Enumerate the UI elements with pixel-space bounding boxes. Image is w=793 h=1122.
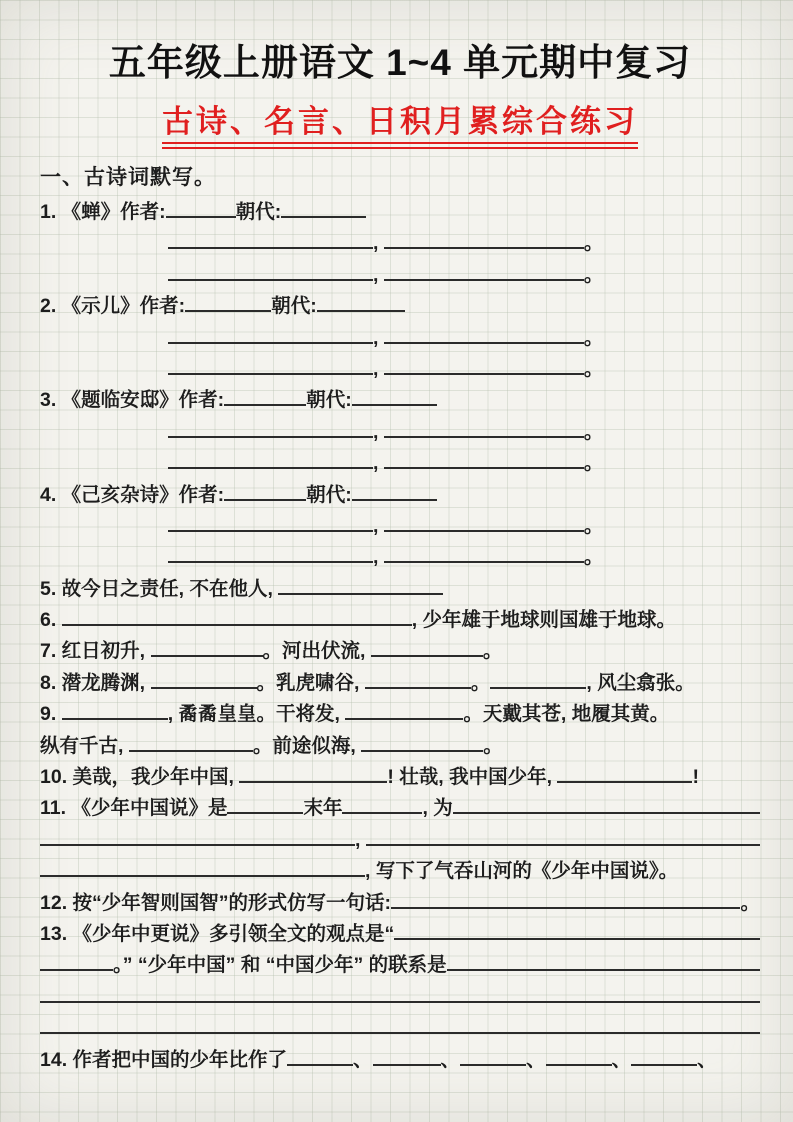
q9-line-1 — [40, 699, 760, 730]
text-segment: 。 — [482, 640, 503, 663]
blank-field — [224, 499, 306, 501]
blank-field — [557, 781, 692, 783]
q13-line-3 — [40, 982, 760, 1013]
text-segment: 。 — [583, 452, 604, 475]
blank-field — [460, 1064, 526, 1066]
q13-line-2 — [40, 950, 760, 981]
text-segment: 。 — [470, 671, 491, 694]
blank-field — [151, 655, 263, 657]
blank-field — [168, 279, 373, 281]
blank-field — [317, 310, 405, 312]
text-segment: , — [373, 357, 384, 380]
text-segment: 朝代: — [306, 483, 352, 506]
text-segment: 6. — [40, 609, 62, 632]
text-segment: 14. 作者把中国的少年比作了 — [40, 1048, 288, 1071]
blank-field — [384, 561, 584, 563]
blank-field — [384, 279, 584, 281]
text-segment: , 写下了气吞山河的《少年中国说》。 — [365, 860, 679, 883]
text-segment: 朝代: — [235, 201, 282, 223]
blank-field — [185, 310, 271, 312]
blank-field — [168, 247, 373, 249]
text-segment: 。前途似海, — [252, 734, 362, 757]
blank-field — [166, 216, 236, 218]
blank-field — [168, 373, 373, 375]
q3-poem-line-2 — [40, 448, 760, 479]
blank-field — [151, 687, 257, 689]
text-segment: , 风尘翕张。 — [586, 671, 695, 694]
blank-field — [40, 969, 113, 971]
text-segment: 。 — [740, 891, 760, 914]
text-segment: 。 — [583, 514, 604, 537]
blank-field — [40, 1032, 760, 1034]
blank-field — [62, 624, 412, 626]
blank-field — [129, 750, 253, 752]
text-segment: , — [373, 546, 384, 569]
text-segment: , 少年雄于地球则国雄于地球。 — [411, 609, 677, 632]
section-heading: 一、古诗词默写。 — [40, 166, 216, 189]
q11-line-3 — [40, 856, 760, 887]
text-segment: 朝代: — [271, 295, 317, 318]
text-segment: , 为 — [422, 797, 453, 820]
blank-field — [366, 844, 760, 846]
text-segment: 2. 《示儿》作者: — [40, 295, 186, 318]
blank-field — [384, 530, 584, 532]
blank-field — [490, 687, 586, 689]
blank-field — [168, 342, 373, 344]
blank-field — [227, 812, 303, 814]
page-subtitle: 古诗、名言、日积月累综合练习 — [162, 96, 638, 149]
blank-field — [447, 969, 760, 971]
question-list — [40, 197, 760, 1076]
q2-header — [40, 291, 760, 322]
text-segment: 、 — [526, 1048, 546, 1071]
q11-line-1 — [40, 793, 760, 824]
blank-field — [342, 812, 422, 814]
q1-header — [40, 197, 760, 228]
blank-field — [384, 467, 584, 469]
text-segment: 。河出伏流, — [262, 640, 371, 663]
blank-field — [168, 561, 373, 563]
text-segment: , — [373, 452, 384, 475]
text-segment: , — [373, 514, 384, 537]
text-segment: ! 壮哉, 我中国少年, — [387, 766, 558, 789]
text-segment: 12. 按“少年智则国智”的形式仿写一句话: — [40, 891, 392, 914]
text-segment: 、 — [353, 1048, 373, 1071]
blank-field — [287, 1064, 353, 1066]
blank-field — [168, 467, 373, 469]
text-segment: 朝代: — [306, 389, 352, 412]
blank-field — [373, 1064, 441, 1066]
blank-field — [384, 247, 584, 249]
q9-line-2 — [40, 731, 760, 762]
blank-field — [391, 907, 740, 909]
q2-poem-line-2 — [40, 354, 760, 385]
q4-poem-line-1 — [40, 511, 760, 542]
blank-field — [40, 1001, 760, 1003]
text-segment: 9. — [40, 703, 62, 726]
text-segment: , — [373, 263, 384, 286]
blank-field — [345, 718, 463, 720]
subtitle-row — [40, 96, 760, 149]
blank-field — [371, 655, 483, 657]
blank-field — [394, 938, 760, 940]
blank-field — [384, 342, 584, 344]
text-segment: 。天戴其苍, 地履其黄。 — [463, 703, 670, 726]
text-segment: 。乳虎啸谷, — [256, 671, 365, 694]
text-segment: 7. 红日初升, — [40, 640, 151, 663]
q3-header — [40, 385, 760, 416]
text-segment: , — [373, 326, 384, 349]
q13-line-1 — [40, 919, 760, 950]
blank-field — [384, 436, 584, 438]
text-segment: 末年 — [303, 797, 343, 820]
blank-field — [546, 1064, 612, 1066]
text-segment: 、 — [611, 1048, 632, 1071]
blank-field — [352, 499, 437, 501]
q14 — [40, 1045, 760, 1076]
blank-field — [168, 436, 373, 438]
text-segment: 、 — [440, 1048, 461, 1071]
q5 — [40, 574, 760, 605]
text-segment: 纵有千古, — [40, 734, 129, 757]
q13-line-4 — [40, 1013, 760, 1044]
text-segment: 8. 潜龙腾渊, — [40, 671, 151, 694]
text-segment: 4. 《己亥杂诗》作者: — [40, 483, 225, 506]
text-segment: 。 — [583, 263, 604, 286]
text-segment: 3. 《题临安邸》作者: — [40, 389, 225, 412]
blank-field — [281, 216, 366, 218]
text-segment: ! — [692, 766, 699, 789]
blank-field — [361, 750, 483, 752]
q1-poem-line-1 — [40, 228, 760, 259]
blank-field — [384, 373, 584, 375]
text-segment: 。” “少年中国” 和 “中国少年” 的联系是 — [113, 954, 447, 977]
text-segment: 。 — [583, 420, 604, 443]
q1-poem-line-2 — [40, 260, 760, 291]
blank-field — [224, 404, 306, 406]
text-segment: 。 — [583, 326, 604, 349]
q11-line-2 — [40, 825, 760, 856]
q12 — [40, 888, 760, 919]
blank-field — [40, 875, 365, 877]
text-segment: , — [355, 828, 366, 851]
blank-field — [168, 530, 373, 532]
text-segment: 11. 《少年中国说》是 — [40, 797, 228, 820]
text-segment: 13. 《少年中更说》多引领全文的观点是“ — [40, 922, 395, 945]
q3-poem-line-1 — [40, 417, 760, 448]
text-segment: 5. 故今日之责任, 不在他人, — [40, 577, 279, 600]
q10 — [40, 762, 760, 793]
page-title: 五年级上册语文 1~4 单元期中复习 — [108, 42, 692, 83]
q7 — [40, 636, 760, 667]
text-segment: 。 — [483, 734, 503, 757]
q8 — [40, 668, 760, 699]
text-segment: 1. 《蝉》作者: — [40, 201, 166, 223]
text-segment: , 矞矞皇皇。干将发, — [167, 703, 346, 726]
q2-poem-line-1 — [40, 323, 760, 354]
q4-header — [40, 480, 760, 511]
q4-poem-line-2 — [40, 542, 760, 573]
blank-field — [239, 781, 387, 783]
text-segment: , — [373, 420, 384, 443]
blank-field — [365, 687, 471, 689]
text-segment: 。 — [583, 546, 604, 569]
blank-field — [40, 844, 355, 846]
text-segment: 。 — [583, 232, 604, 255]
blank-field — [278, 593, 443, 595]
q6 — [40, 605, 760, 636]
blank-field — [631, 1064, 697, 1066]
text-segment: 。 — [583, 357, 604, 380]
text-segment: 10. 美哉，我少年中国, — [40, 766, 240, 789]
text-segment: 、 — [697, 1048, 717, 1071]
blank-field — [62, 718, 168, 720]
text-segment: , — [373, 232, 384, 255]
blank-field — [453, 812, 760, 814]
blank-field — [352, 404, 437, 406]
